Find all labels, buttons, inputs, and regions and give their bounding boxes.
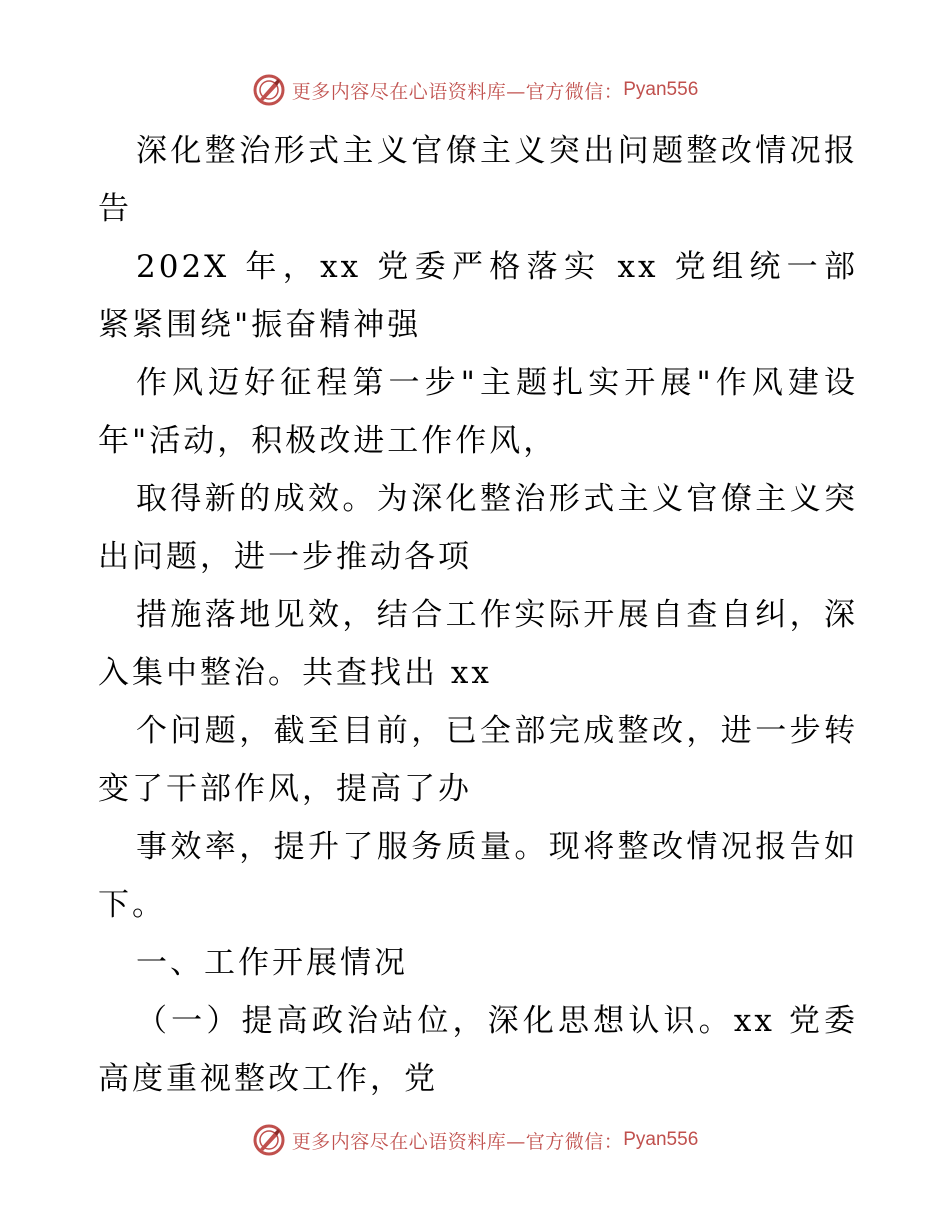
body-line: 告 — [98, 191, 132, 227]
body-line: 202X 年，xx 党委严格落实 xx 党组统一部 — [136, 249, 858, 285]
body-line: 变了干部作风，提高了办 — [98, 771, 472, 807]
header-text: 更多内容尽在心语资料库—官方微信： — [291, 80, 624, 103]
footer-wechat-id: Pyan556 — [623, 1129, 699, 1150]
body-line: 取得新的成效。为深化整治形式主义官僚主义突 — [136, 481, 858, 517]
body-line: 个问题，截至目前，已全部完成整改，进一步转 — [136, 713, 858, 749]
body-line: 年"活动，积极改进工作作风， — [98, 423, 558, 459]
body-line: 措施落地见效，结合工作实际开展自查自纠，深 — [136, 597, 858, 633]
body-line: 出问题，进一步推动各项 — [98, 539, 472, 575]
body-line: 作风迈好征程第一步"主题扎实开展"作风建设 — [136, 365, 858, 401]
body-line: 事效率，提升了服务质量。现将整改情况报告如 — [136, 829, 858, 865]
body-line: 深化整治形式主义官僚主义突出问题整改情况报 — [136, 133, 858, 169]
body-line: （一）提高政治站位，深化思想认识。xx 党委 — [136, 1003, 858, 1039]
body-line: 高度重视整改工作，党 — [98, 1061, 438, 1097]
footer-banner — [0, 1120, 950, 1160]
section-heading: 一、工作开展情况 — [136, 945, 408, 981]
document-body — [98, 122, 858, 1108]
body-line: 入集中整治。共查找出 xx — [98, 655, 492, 691]
footer-text: 更多内容尽在心语资料库—官方微信： — [291, 1130, 624, 1153]
body-line: 紧紧围绕"振奋精神强 — [98, 307, 422, 343]
header-banner — [0, 70, 950, 110]
pen-nib-seal-icon — [252, 1123, 286, 1157]
body-line: 下。 — [98, 887, 166, 923]
header-wechat-id: Pyan556 — [623, 79, 699, 100]
pen-nib-seal-icon — [252, 73, 286, 107]
